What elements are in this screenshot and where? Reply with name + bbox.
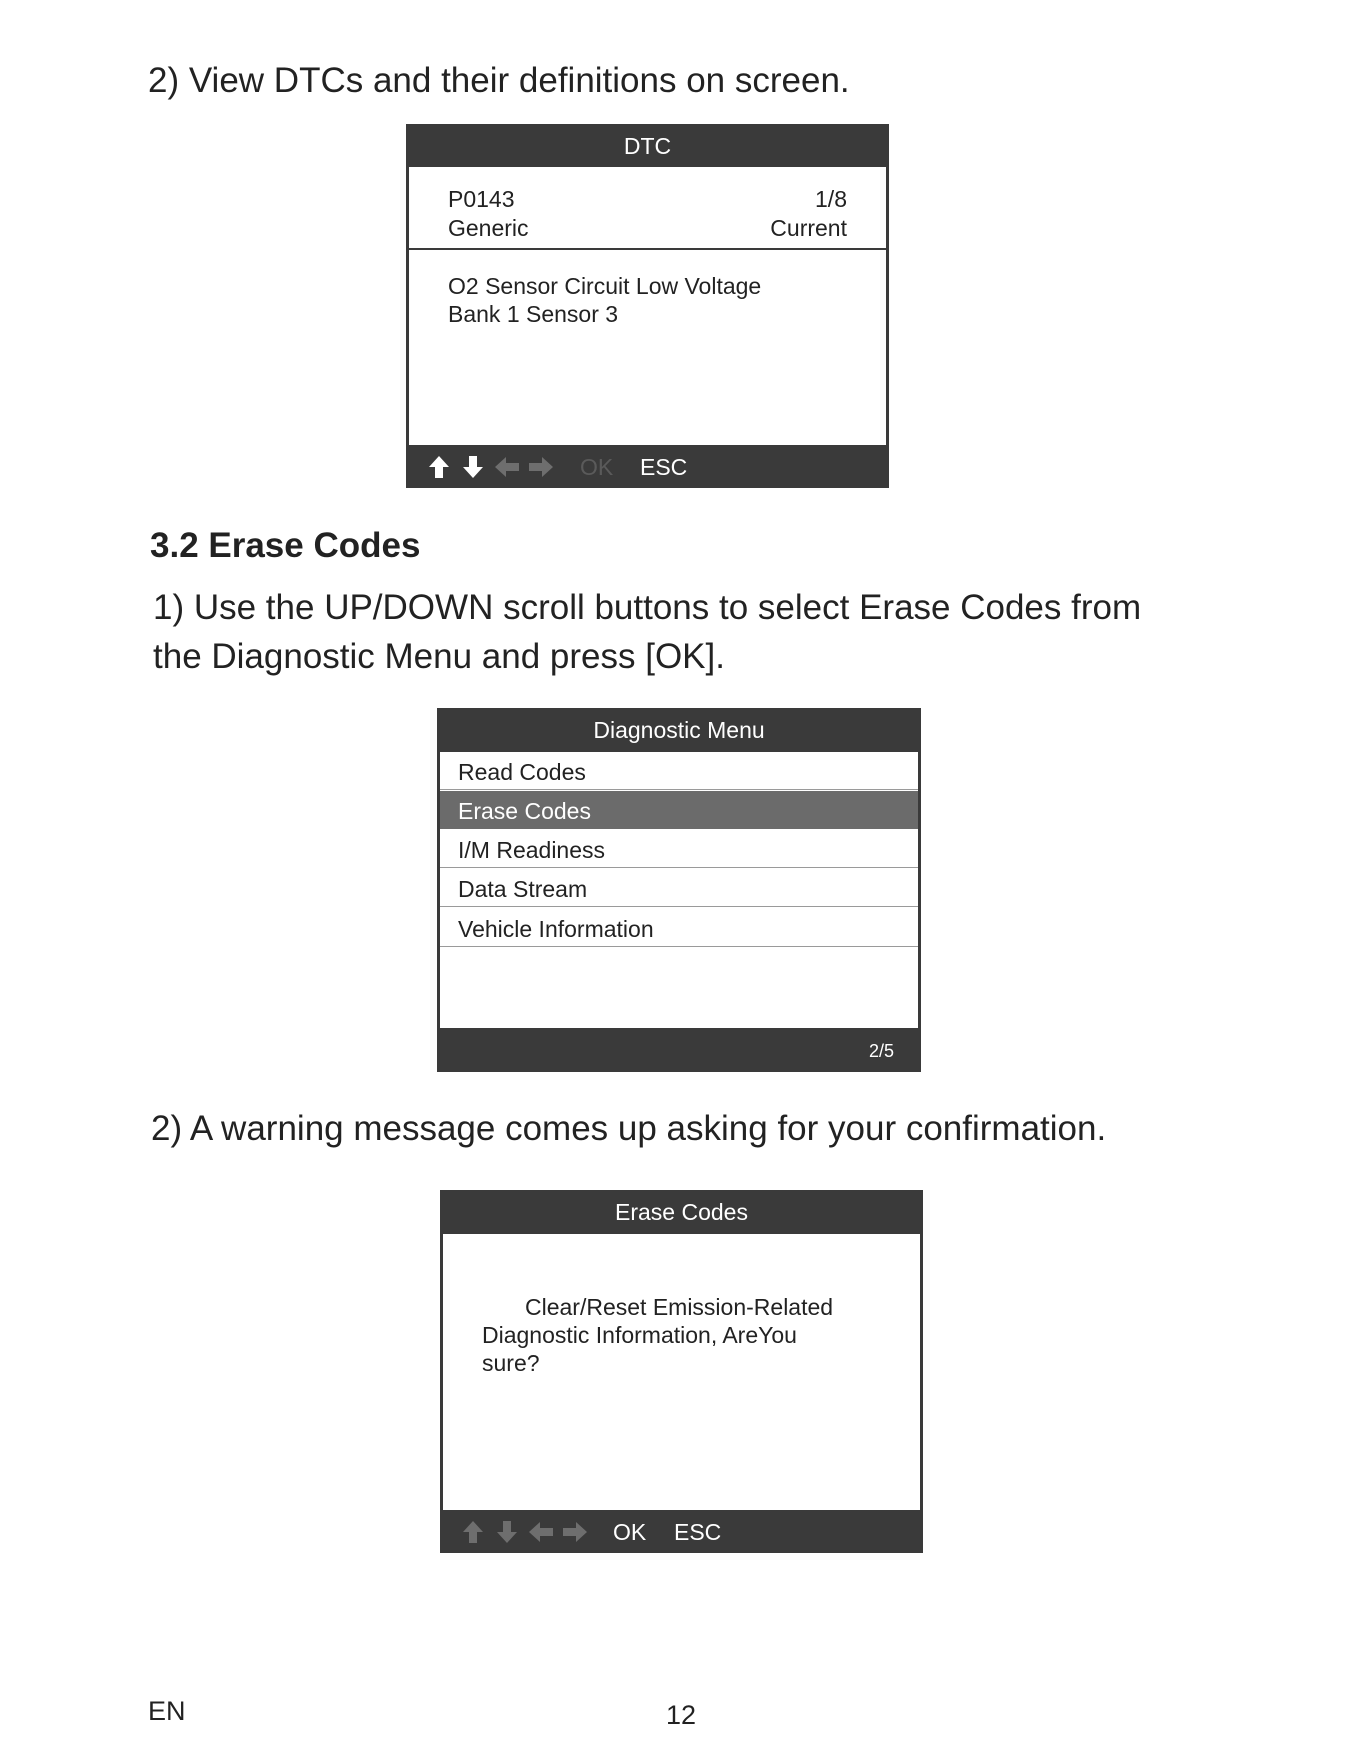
arrow-right-icon [526, 453, 556, 481]
dtc-screen-footer [406, 445, 889, 488]
step-warning: 2) A warning message comes up asking for your confirmation. [151, 1109, 1107, 1148]
erase-screen-title: Erase Codes [615, 1199, 748, 1225]
menu-page-indicator: 2/5 [868, 1041, 894, 1061]
erase-screen-footer [440, 1510, 923, 1553]
erase-ok-button[interactable]: OK [613, 1519, 647, 1545]
step-select-line1: 1) Use the UP/DOWN scroll buttons to select Erase Codes from [153, 588, 1142, 627]
dtc-status: Current [770, 215, 847, 241]
dtc-esc-button[interactable]: ESC [640, 454, 688, 480]
dtc-code: P0143 [448, 186, 515, 212]
erase-message-line2: Diagnostic Information, AreYou [482, 1322, 797, 1348]
section-heading: 3.2 Erase Codes [150, 526, 421, 565]
arrow-up-icon[interactable] [424, 453, 454, 481]
dtc-divider [409, 248, 886, 250]
erase-nav-arrows [458, 1518, 590, 1546]
erase-message-line1: Clear/Reset Emission-Related [525, 1294, 834, 1320]
dtc-ok-button: OK [580, 454, 614, 480]
dtc-type: Generic [448, 215, 529, 241]
erase-esc-button[interactable]: ESC [674, 1519, 722, 1545]
arrow-down-icon[interactable] [458, 453, 488, 481]
menu-item-erase-codes[interactable]: Erase Codes [440, 791, 918, 829]
erase-codes-screen [440, 1190, 923, 1553]
menu-item-vehicle-information[interactable]: Vehicle Information [440, 909, 918, 947]
dtc-nav-arrows [424, 453, 556, 481]
menu-screen-body [440, 752, 918, 1028]
menu-screen-footer [437, 1028, 921, 1072]
arrow-left-icon [526, 1518, 556, 1546]
dtc-screen-title: DTC [623, 133, 672, 159]
diagnostic-menu-screen [437, 708, 921, 1072]
step-view-dtcs: 2) View DTCs and their definitions on screen. [148, 61, 850, 100]
dtc-description-line2: Bank 1 Sensor 3 [448, 301, 619, 327]
dtc-screen-body [409, 167, 886, 445]
page-number: 12 [666, 1700, 697, 1730]
dtc-position: 1/8 [815, 186, 847, 212]
arrow-up-icon [458, 1518, 488, 1546]
menu-item-data-stream[interactable]: Data Stream [440, 869, 918, 907]
erase-screen-body [443, 1234, 920, 1510]
step-select-line2: the Diagnostic Menu and press [OK]. [153, 637, 725, 676]
menu-screen-title: Diagnostic Menu [593, 717, 765, 743]
arrow-down-icon [492, 1518, 522, 1546]
language-label: EN [148, 1696, 186, 1726]
dtc-description-line1: O2 Sensor Circuit Low Voltage [448, 273, 762, 299]
menu-item-im-readiness[interactable]: I/M Readiness [440, 830, 918, 868]
erase-message-line3: sure? [482, 1350, 540, 1376]
dtc-screen [406, 124, 889, 488]
arrow-right-icon [560, 1518, 590, 1546]
arrow-left-icon [492, 453, 522, 481]
menu-item-read-codes[interactable]: Read Codes [440, 752, 918, 790]
